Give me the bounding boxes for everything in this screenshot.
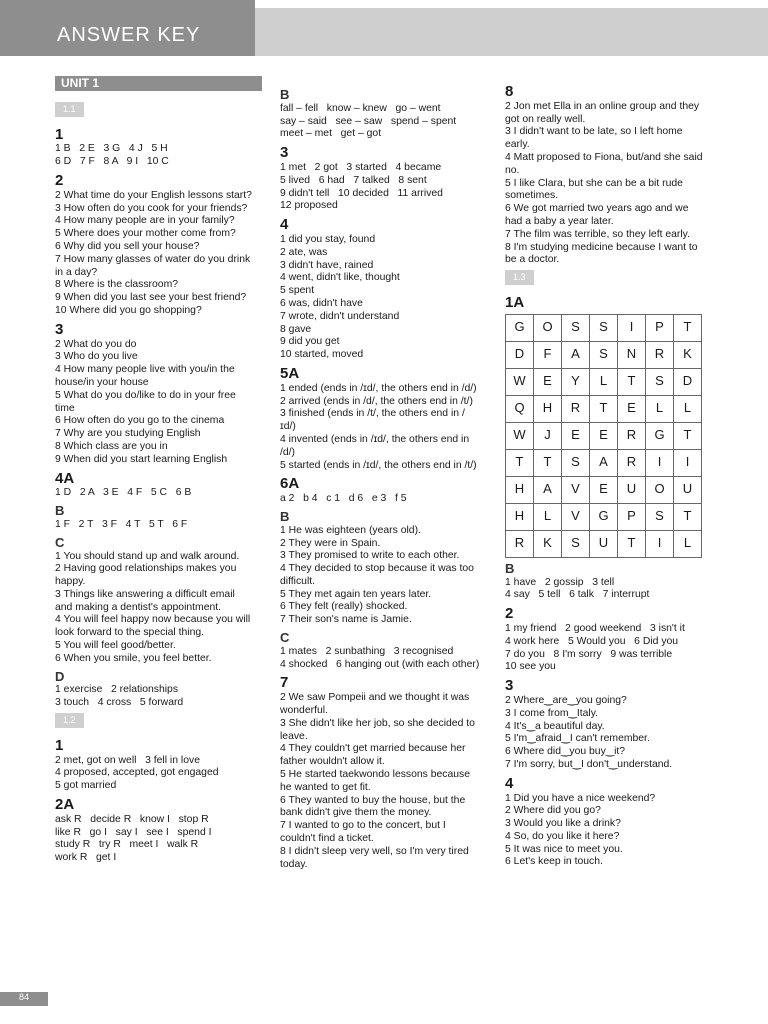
exercise-sub: B: [280, 87, 290, 102]
answer-line: 4 So, do you like it here?: [505, 830, 620, 842]
exercise-number: 3: [505, 677, 514, 695]
answer-line: 5 spent: [280, 285, 315, 297]
answer-list: [280, 692, 480, 871]
grid-letter: G: [506, 314, 534, 341]
answer-line: 3 finished (ends in /t/, the others end in /ɪd/): [280, 408, 465, 433]
grid-letter: W: [506, 422, 534, 449]
grid-letter: T: [618, 368, 646, 395]
answer-list: [280, 646, 480, 672]
grid-letter: R: [646, 341, 674, 368]
grid-letter: S: [562, 314, 590, 341]
exercise-number: 6A: [280, 475, 300, 493]
answer-line: 4 How many people are in your family?: [55, 215, 235, 227]
answer-line: 5 What do you do/like to do in your free time: [55, 389, 239, 414]
exercise-number: 1A: [505, 293, 525, 311]
answer-line: 2 Jon met Ella in an online group and they got on really well.: [505, 100, 702, 125]
answer-line: 1 D 2 A 3 E 4 F 5 C 6 B: [55, 487, 192, 499]
grid-letter: S: [562, 530, 590, 557]
grid-letter: A: [590, 449, 618, 476]
answer-line: 7 Their son's name is Jamie.: [280, 614, 412, 626]
grid-letter: U: [618, 476, 646, 503]
grid-letter: O: [534, 314, 562, 341]
grid-letter: W: [506, 368, 534, 395]
grid-letter: S: [590, 314, 618, 341]
grid-letter: T: [506, 449, 534, 476]
answer-line: 7 do you 8 I'm sorry 9 was terrible: [505, 648, 673, 660]
answer-line: 10 started, moved: [280, 349, 364, 361]
grid-letter: D: [506, 341, 534, 368]
answer-line: 2 met, got on well 3 fell in love: [55, 754, 200, 766]
answer-line: 4 shocked 6 hanging out (with each other): [280, 658, 480, 670]
answer-line: 7 I'm sorry, but‿I don't‿understand.: [505, 758, 673, 770]
answer-line: 9 When did you start learning English: [55, 453, 228, 465]
answer-list: [505, 623, 705, 674]
answer-line: 7 I wanted to go to the concert, but I couldn't find a ticket.: [280, 820, 449, 845]
grid-letter: Y: [562, 368, 590, 395]
grid-letter: K: [674, 341, 702, 368]
answer-line: 1 Did you have a nice weekend?: [505, 792, 656, 804]
answer-list: [55, 684, 255, 710]
grid-letter: I: [674, 449, 702, 476]
answer-list: [280, 525, 480, 627]
answer-line: 5 I like Clara, but she can be a bit rude sometimes.: [505, 177, 686, 202]
answer-list: [280, 103, 480, 141]
answer-line: 4 It's‿a beautiful day.: [505, 720, 605, 732]
answer-line: 2 We saw Pompeii and we thought it was wonderful.: [280, 692, 473, 717]
answer-line: 9 did you get: [280, 336, 340, 348]
answer-line: 7 The film was terrible, so they left early.: [505, 228, 690, 240]
exercise-number: 2: [505, 605, 514, 623]
exercise-number: 2: [55, 171, 64, 189]
grid-letter: R: [618, 449, 646, 476]
answer-line: 2 Where did you go?: [505, 805, 601, 817]
grid-letter: O: [646, 476, 674, 503]
answer-line: 1 He was eighteen (years old).: [280, 524, 421, 536]
grid-letter: R: [506, 530, 534, 557]
answer-line: 5 It was nice to meet you.: [505, 843, 623, 855]
answer-line: 5 They met again ten years later.: [280, 588, 432, 600]
grid-letter: A: [562, 341, 590, 368]
answer-line: 2 What time do your English lessons start?: [55, 189, 252, 201]
grid-letter: V: [562, 476, 590, 503]
answer-line: 1 met 2 got 3 started 4 became: [280, 161, 442, 173]
grid-letter: E: [562, 422, 590, 449]
column-1: [55, 76, 255, 865]
grid-letter: S: [646, 503, 674, 530]
answer-line: 2 ate, was: [280, 246, 328, 258]
grid-letter: T: [674, 422, 702, 449]
answer-list: [55, 339, 255, 467]
answer-line: ask R decide R know I stop R: [55, 813, 209, 825]
answer-line: 4 went, didn't like, thought: [280, 272, 400, 284]
grid-letter: U: [590, 530, 618, 557]
exercise-number: 4A: [55, 469, 75, 487]
answer-line: 10 Where did you go shopping?: [55, 304, 202, 316]
answer-list: [55, 551, 255, 666]
exercise-sub: B: [280, 508, 290, 524]
answer-line: 6 D 7 F 8 A 9 I 10 C: [55, 156, 169, 168]
grid-letter: D: [674, 368, 702, 395]
grid-letter: I: [646, 530, 674, 557]
column-2: [280, 84, 480, 871]
answer-list: [280, 383, 480, 473]
grid-letter: J: [534, 422, 562, 449]
answer-line: 2 arrived (ends in /d/, the others end in /t/): [280, 395, 473, 407]
answer-line: 3 touch 4 cross 5 forward: [55, 697, 184, 709]
answer-line: 3 Who do you live: [55, 351, 138, 363]
answer-line: 2 What do you do: [55, 338, 137, 350]
exercise-number: 3: [280, 144, 289, 162]
grid-letter: S: [590, 341, 618, 368]
answer-line: like R go I say I see I spend I: [55, 826, 212, 838]
answer-line: 6 We got married two years ago and we had a baby a year later.: [505, 203, 692, 227]
answer-line: 2 They were in Spain.: [280, 537, 381, 549]
answer-line: 8 Where is the classroom?: [55, 279, 179, 291]
grid-letter: L: [534, 503, 562, 530]
grid-letter: K: [534, 530, 562, 557]
answer-line: 12 proposed: [280, 200, 338, 212]
answer-list: [55, 190, 255, 318]
answer-line: 3 They promised to write to each other.: [280, 550, 460, 562]
answer-line: 6 They felt (really) shocked.: [280, 601, 408, 613]
answer-line: 1 B 2 E 3 G 4 J 5 H: [55, 143, 168, 155]
grid-letter: H: [534, 395, 562, 422]
answer-list: [55, 755, 255, 793]
answer-line: 8 Which class are you in: [55, 440, 168, 452]
answer-line: 1 You should stand up and walk around.: [55, 550, 240, 562]
answer-line: meet – met get – got: [280, 128, 382, 140]
answer-list: [505, 577, 705, 603]
answer-line: 1 have 2 gossip 3 tell: [505, 576, 615, 588]
answer-line: study R try R meet I walk R: [55, 839, 199, 851]
answer-line: 3 didn't have, rained: [280, 259, 374, 271]
grid-letter: E: [618, 395, 646, 422]
page-title: ANSWER KEY: [57, 24, 201, 46]
answer-list: [505, 101, 705, 267]
answer-list: [505, 695, 705, 772]
answer-line: 5 got married: [55, 780, 117, 792]
grid-letter: E: [534, 368, 562, 395]
answer-line: 4 You will feel happy now because you will look forward to the special thing.: [55, 614, 254, 639]
grid-letter: R: [618, 422, 646, 449]
grid-letter: T: [618, 530, 646, 557]
grid-letter: H: [506, 503, 534, 530]
exercise-sub: C: [55, 534, 65, 550]
section-label: 1.3: [505, 270, 534, 285]
answer-line: 5 I'm‿afraid‿I can't remember.: [505, 733, 650, 745]
answer-line: 3 She didn't like her job, so she decided to leave.: [280, 717, 478, 742]
exercise-number: 5A: [280, 364, 300, 382]
exercise-number: 8: [505, 83, 514, 100]
word-search-grid: [505, 314, 702, 558]
answer-line: 5 started (ends in /ɪd/, the others end in /t/): [280, 459, 477, 471]
answer-line: 1 my friend 2 good weekend 3 isn't it: [505, 622, 685, 634]
grid-letter: G: [590, 503, 618, 530]
grid-letter: P: [618, 503, 646, 530]
answer-line: fall – fell know – knew go – went: [280, 102, 441, 114]
answer-line: 6 Why did you sell your house?: [55, 240, 200, 252]
grid-letter: N: [618, 341, 646, 368]
answer-line: 3 Things like answering a difficult email and making a dentist's appointment.: [55, 588, 238, 613]
exercise-number: 2A: [55, 796, 75, 814]
answer-line: 2 Where‿are‿you going?: [505, 694, 627, 706]
answer-line: 6 How often do you go to the cinema: [55, 415, 225, 427]
grid-letter: E: [590, 476, 618, 503]
answer-line: 7 Why are you studying English: [55, 428, 201, 440]
grid-letter: L: [590, 368, 618, 395]
answer-line: work R get I: [55, 852, 117, 864]
answer-line: 8 I didn't sleep very well, so I'm very tired today.: [280, 845, 472, 870]
grid-letter: Q: [506, 395, 534, 422]
answer-line: a 2 b 4 c 1 d 6 e 3 f 5: [280, 493, 407, 505]
answer-line: 1 mates 2 sunbathing 3 recognised: [280, 645, 454, 657]
grid-letter: R: [562, 395, 590, 422]
answer-line: 4 proposed, accepted, got engaged: [55, 767, 219, 779]
answer-line: 4 They decided to stop because it was too difficult.: [280, 563, 477, 587]
page-header: [0, 0, 768, 56]
grid-letter: I: [646, 449, 674, 476]
answer-line: 6 They wanted to buy the house, but the bank didn't give them the money.: [280, 794, 469, 819]
grid-letter: T: [534, 449, 562, 476]
grid-letter: F: [534, 341, 562, 368]
answer-line: 7 How many glasses of water do you drink in a day?: [55, 253, 254, 278]
grid-letter: E: [590, 422, 618, 449]
answer-line: 4 work here 5 Would you 6 Did you: [505, 635, 679, 647]
grid-letter: T: [674, 314, 702, 341]
answer-line: 4 They couldn't get married because her father wouldn't allow it.: [280, 743, 469, 768]
answer-line: 4 say 5 tell 6 talk 7 interrupt: [505, 589, 650, 601]
answer-line: 5 Where does your mother come from?: [55, 228, 236, 240]
answer-line: 6 was, didn't have: [280, 297, 363, 309]
exercise-number: 1: [55, 125, 64, 143]
answer-line: 10 see you: [505, 661, 556, 673]
grid-letter: I: [618, 314, 646, 341]
column-3: [505, 80, 705, 869]
answer-line: 1 did you stay, found: [280, 233, 376, 245]
grid-letter: T: [590, 395, 618, 422]
section-label: 1.2: [55, 713, 84, 728]
answer-line: 9 didn't tell 10 decided 11 arrived: [280, 187, 443, 199]
answer-line: 2 Having good relationships makes you happy.: [55, 563, 240, 588]
exercise-number: 4: [280, 216, 289, 234]
answer-line: 8 I'm studying medicine because I want to be a doctor.: [505, 241, 701, 266]
grid-letter: U: [674, 476, 702, 503]
grid-letter: L: [646, 395, 674, 422]
unit-label: UNIT 1: [55, 76, 262, 91]
answer-line: 3 Would you like a drink?: [505, 818, 621, 830]
header-band-light: [255, 8, 768, 56]
grid-letter: G: [646, 422, 674, 449]
answer-line: 3 I come from‿Italy.: [505, 707, 599, 719]
grid-letter: P: [646, 314, 674, 341]
answer-line: 5 He started taekwondo lessons because he wanted to get fit.: [280, 769, 473, 793]
answer-list: [55, 814, 255, 865]
exercise-sub: B: [55, 503, 65, 519]
answer-line: 6 Where did‿you buy‿it?: [505, 746, 626, 758]
answer-line: 7 wrote, didn't understand: [280, 310, 400, 322]
grid-letter: L: [674, 395, 702, 422]
grid-letter: S: [562, 449, 590, 476]
exercise-sub: C: [280, 630, 290, 646]
answer-line: 5 lived 6 had 7 talked 8 sent: [280, 174, 427, 186]
answer-line: 4 invented (ends in /ɪd/, the others end in /d/): [280, 433, 473, 458]
answer-line: 9 When did you last see your best friend?: [55, 292, 247, 304]
answer-line: 1 F 2 T 3 F 4 T 5 T 6 F: [55, 518, 188, 530]
answer-line: 1 ended (ends in /ɪd/, the others end in /d/): [280, 382, 477, 394]
answer-line: 8 gave: [280, 323, 312, 335]
answer-line: 3 I didn't want to be late, so I left home early.: [505, 126, 686, 151]
answer-list: [55, 143, 255, 169]
page-number: 84: [0, 992, 48, 1006]
answer-list: [505, 793, 705, 870]
exercise-number: 4: [505, 774, 514, 792]
section-label: 1.1: [55, 102, 84, 117]
answer-line: 3 How often do you cook for your friends?: [55, 202, 248, 214]
exercise-sub: D: [55, 668, 65, 684]
answer-line: say – said see – saw spend – spent: [280, 115, 457, 127]
grid-letter: S: [646, 368, 674, 395]
exercise-sub: B: [505, 560, 515, 576]
grid-letter: L: [674, 530, 702, 557]
grid-letter: T: [674, 503, 702, 530]
answer-line: 5 You will feel good/better.: [55, 640, 176, 652]
answer-line: 6 When you smile, you feel better.: [55, 652, 212, 664]
answer-line: 6 Let's keep in touch.: [505, 856, 603, 868]
grid-letter: V: [562, 503, 590, 530]
answer-line: 4 Matt proposed to Fiona, but/and she said no.: [505, 151, 706, 176]
grid-letter: H: [506, 476, 534, 503]
answer-list: [280, 162, 480, 213]
answer-line: 1 exercise 2 relationships: [55, 684, 179, 696]
answer-list: [280, 234, 480, 362]
grid-letter: A: [534, 476, 562, 503]
exercise-number: 7: [280, 674, 289, 692]
answer-line: 4 How many people live with you/in the house/in your house: [55, 364, 238, 388]
exercise-number: 3: [55, 320, 64, 338]
exercise-number: 1: [55, 736, 64, 754]
